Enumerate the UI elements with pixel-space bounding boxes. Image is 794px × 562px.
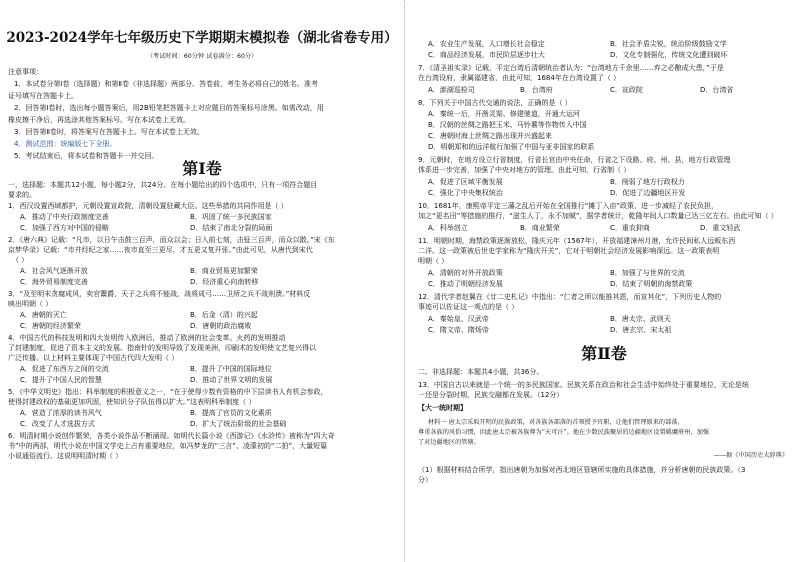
q4-option-d[interactable]: D．推动了世界文明的发展 bbox=[190, 376, 273, 384]
q9-option-d[interactable]: D．促进了边疆地区开发 bbox=[610, 189, 686, 197]
q9-option-a[interactable]: A．促进了区域平衡发展 bbox=[428, 178, 503, 186]
question-2-stem: （ ） bbox=[12, 256, 29, 264]
q6-option-b[interactable]: B．社会矛盾尖锐，统治阶级鼓励文学 bbox=[610, 40, 727, 48]
q4-option-b[interactable]: B．提升了中国的国际地位 bbox=[190, 365, 272, 373]
instruction-line: 一、选择题：本题共12小题，每小题2分，共24分。在每小题给出的四个选项中，只有一项符合题目 bbox=[8, 181, 318, 189]
q3-option-a[interactable]: A．唐朝的灭亡 bbox=[20, 311, 67, 319]
q7-option-c[interactable]: C．宣政院 bbox=[610, 86, 643, 94]
question-7-stem: 在台湾设府，隶属福建省，由此可知，1684年在台湾设置了（ ） bbox=[418, 74, 621, 82]
q3-option-d[interactable]: D．唐朝的政治腐败 bbox=[190, 322, 252, 330]
q5-option-d[interactable]: D．扩大了统治阶级的社会基础 bbox=[190, 420, 287, 428]
q10-option-c[interactable]: C．重农抑商 bbox=[610, 224, 650, 232]
question-6-stem: 书”中的两部，明代小说在中国文学史上占有重要地位，如冯梦龙的“三言”、凌濛初的“二拍”，大量短篇 bbox=[8, 442, 328, 450]
question-6-stem: 6．明清时期小说创作繁荣，各类小说作品不断涌现。如明代长篇小说《西游记》《水浒传》被称为“四大奇 bbox=[8, 432, 335, 440]
question-10-stem: 10．1681年，康熙帝平定三藩之乱后开始在全国推行“摊丁入亩”政策，进一步减轻了农民负担， bbox=[418, 202, 718, 210]
q12-option-b[interactable]: B．唐太宗、武则天 bbox=[610, 315, 671, 323]
note-scope: 4．测试范围：统编版七下全册。 bbox=[14, 140, 117, 148]
question-8-stem: 8．下列关于中国古代交通的说法，正确的是（ ） bbox=[418, 99, 572, 107]
right-column bbox=[414, 0, 794, 562]
q8-option-a[interactable]: A．秦统一后，开凿灵渠、修建驰道，开通大运河 bbox=[428, 110, 580, 118]
question-11-stem: 明朝（ ） bbox=[418, 257, 449, 265]
material-1-text: 了对边疆地区的管辖。 bbox=[418, 439, 480, 446]
q6-option-d[interactable]: D．文化专制强化，传统文化遭到破坏 bbox=[610, 51, 728, 59]
q3-option-b[interactable]: B．后金（清）的兴起 bbox=[190, 311, 258, 319]
q4-option-c[interactable]: C．提升了中国人民的智慧 bbox=[20, 376, 102, 384]
q5-option-b[interactable]: B．提高了官员的文化素质 bbox=[190, 409, 272, 417]
question-5-stem: 5．《中华文明史》指出：科举制度的积极意义之一，“在于使得少数有资格的中下层读书人有机会参政， bbox=[8, 388, 328, 396]
q4-option-a[interactable]: A．促进了东西方之间的交流 bbox=[20, 365, 109, 373]
notes-heading: 注意事项： bbox=[8, 68, 43, 76]
q11-option-d[interactable]: D．结束了明朝的海禁政策 bbox=[610, 280, 693, 288]
q5-option-c[interactable]: C．改变了人才选拔方式 bbox=[20, 420, 95, 428]
q11-option-b[interactable]: B．加强了与世界的交流 bbox=[610, 269, 685, 277]
q10-option-b[interactable]: B．商业繁荣 bbox=[520, 224, 560, 232]
question-13-stem: 一还是分裂时期，民族交融都在发展。（12分） bbox=[418, 391, 564, 399]
q8-option-c[interactable]: C．唐朝时海上丝绸之路出现并兴盛起来 bbox=[428, 132, 552, 140]
question-13-1: 分） bbox=[418, 476, 432, 484]
question-12-stem: 事迹可以佐证这一观点的是（ ） bbox=[418, 303, 519, 311]
q10-option-a[interactable]: A．科举创立 bbox=[428, 224, 468, 232]
q12-option-c[interactable]: C．隋文帝、隋炀帝 bbox=[428, 326, 489, 334]
question-7-stem: 7．《清圣祖实录》记载，平定台湾后清朝统治者认为：“台湾地方千余里……弃之必酿成大患，”于是 bbox=[418, 64, 724, 72]
q9-option-b[interactable]: B．削弱了地方行政权力 bbox=[610, 178, 685, 186]
q3-option-c[interactable]: C．唐朝的经济繁荣 bbox=[20, 322, 81, 330]
material-1-text: 尊重各族的风俗习惯，因此唐太宗被各族尊为“天可汗”。他在少数民族聚居的边疆地区设置羁縻府州，加强 bbox=[418, 429, 709, 436]
question-4-stem: 4．中国古代的科技发明和四大发明传入欧洲后，推动了欧洲的社会变革。火药的发明推动 bbox=[8, 334, 286, 342]
question-11-stem: 二洋。这一政策被后世史学家称为“隆庆开关”，它对于明朝社会经济发展影响深远。这一政策表明 bbox=[418, 247, 720, 255]
q12-option-a[interactable]: A．秦始皇、汉武帝 bbox=[428, 315, 489, 323]
q8-option-b[interactable]: B．汉朝的丝绸之路把玉米、马铃薯等作物传入中国 bbox=[428, 121, 587, 129]
question-6-stem: 小说通俗流行。这说明明清时期（ ） bbox=[8, 452, 123, 460]
q11-option-c[interactable]: C．推动了明朝经济发展 bbox=[428, 280, 503, 288]
question-1-stem: 1．西汉设置西域都护，元朝设置宣政院，清朝设置驻藏大臣。这些举措的共同作用是（ ） bbox=[8, 202, 288, 210]
section-1-title: 第Ⅰ卷 bbox=[182, 159, 222, 178]
section-2-title: 第Ⅱ卷 bbox=[581, 344, 627, 363]
q6-option-c[interactable]: C．商品经济发展，市民阶层逐步壮大 bbox=[428, 51, 545, 59]
note-line: 1．本试卷分第Ⅰ卷（选择题）和第Ⅱ卷（非选择题）两部分。答卷前，考生务必将自己的姓名、准考 bbox=[14, 80, 318, 88]
q7-option-a[interactable]: A．澎湖巡检司 bbox=[428, 86, 475, 94]
question-12-stem: 12．清代学者赵翼在《廿二史札记》中指出：“仁者之所以能推其恩，而宣其化”，下列历史人物的 bbox=[418, 293, 722, 301]
q8-option-d[interactable]: D．明朝郑和的远洋航行加强了中国与亚非国家的联系 bbox=[428, 143, 595, 151]
q2-option-d[interactable]: D．经济重心向南转移 bbox=[190, 278, 259, 286]
q7-option-d[interactable]: D．台湾省 bbox=[700, 86, 734, 94]
q1-option-d[interactable]: D．结束了南北分裂的局面 bbox=[190, 224, 273, 232]
question-5-stem: 使得封建政权的基础更加巩固，使知识分子队伍得以扩大。”这表明科举制度（ ） bbox=[8, 398, 256, 406]
question-2-stem: 2．《唐六典》记载：“凡市，以日午击鼓三百声，而众以会；日入前七刻，击钲三百声，而众以散。”宋《东 bbox=[8, 236, 335, 244]
question-4-stem: 了封建制度，促进了资本主义的发展。指南针的发明导致了发现美洲，印刷术的发明使文艺复兴得以 bbox=[8, 344, 316, 352]
q9-option-c[interactable]: C．强化了中央集权统治 bbox=[428, 189, 503, 197]
question-9-stem: 体系进一步完善，加强了中央对地方的管理。由此可知，行省制（ ） bbox=[418, 166, 631, 174]
question-3-stem: 3．“及至明末贪腐成风，卖官鬻爵，天子之兵将不能战，战将成弓……卫所之兵不战则溃。”材料反 bbox=[8, 290, 311, 298]
question-13-1: （1）根据材料结合所学，指出唐朝为加强对西北地区管辖所实施的具体措施，并分析唐朝的民族政策。（3 bbox=[418, 466, 746, 474]
q1-option-a[interactable]: A．推动了中央行政制度完善 bbox=[20, 213, 109, 221]
q11-option-a[interactable]: A．清朝的对外开放政策 bbox=[428, 269, 503, 277]
q7-option-b[interactable]: B．台湾府 bbox=[520, 86, 553, 94]
q10-option-d[interactable]: D．重文轻武 bbox=[700, 224, 741, 232]
question-2-stem: 京梦华录》记载：“市井经纪之家……夜市直至三更尽，才五更又复开张。”由此可见，从唐代到宋代 bbox=[8, 246, 313, 254]
q6-option-a[interactable]: A．农业生产发展，人口增长社会稳定 bbox=[428, 40, 545, 48]
q12-option-d[interactable]: D．唐玄宗、宋太祖 bbox=[610, 326, 672, 334]
part-2-instruction: 二、非选择题：本题共4小题，共36分。 bbox=[418, 368, 544, 376]
question-4-stem: 广泛传播。以上材料主要体现了中国古代四大发明（ ） bbox=[8, 354, 179, 362]
question-13-stem: 13．中国自古以来就是一个统一的多民族国家。民族关系在政治和社会生活中始终处于重要地位，无论是统 bbox=[418, 381, 749, 389]
q5-option-a[interactable]: A．营造了浓厚的读书风气 bbox=[20, 409, 102, 417]
note-line: 3．回答第Ⅱ卷时，将答案写在答题卡上。写在本试卷上无效。 bbox=[14, 128, 204, 136]
question-3-stem: 映出明朝（ ） bbox=[8, 300, 53, 308]
q1-option-c[interactable]: C．加强了西方对中国的侵略 bbox=[20, 224, 109, 232]
q1-option-b[interactable]: B．巩固了统一多民族国家 bbox=[190, 213, 272, 221]
question-9-stem: 9．元朝时，在地方设立行省制度，行省长官由中央任命，行省之下设路、府、州、县，地方行政管理 bbox=[418, 156, 731, 164]
note-line: 5．考试结束后，将本试卷和答题卡一并交回。 bbox=[14, 152, 159, 160]
exam-title: 2023-2024学年七年级历史下学期期末模拟卷（湖北省卷专用） bbox=[6, 30, 398, 46]
question-11-stem: 11．明朝时期，海禁政策逐渐放松，隆庆元年（1567年），开放福建漳州月港，允许民间私人远贩东西 bbox=[418, 237, 736, 245]
q2-option-c[interactable]: C．海外贸易制度完善 bbox=[20, 278, 88, 286]
note-line: 2．回答第Ⅰ卷时，选出每小题答案后，用2B铅笔把答题卡上对应题目的答案标号涂黑。如需改动，用 bbox=[14, 104, 324, 112]
material-1-text: 材料一 唐太宗采取开明的民族政策，对各族各部落的首领授予官职，让他们管理原来的部落， bbox=[428, 419, 684, 426]
material-heading: 【大一统时期】 bbox=[418, 404, 467, 412]
q2-option-a[interactable]: A．社会风气逐渐开放 bbox=[20, 267, 88, 275]
note-line: 橡皮擦干净后，再选涂其他答案标号。写在本试卷上无效。 bbox=[8, 116, 190, 124]
q2-option-b[interactable]: B．商业贸易更加繁荣 bbox=[190, 267, 258, 275]
note-line: 证号填写在答题卡上。 bbox=[8, 92, 78, 100]
exam-meta: （考试时间：60分钟 试卷满分：60分） bbox=[146, 53, 258, 60]
instruction-line: 要求的。 bbox=[8, 191, 36, 199]
material-1-source: ——据《中国历史大辞典》 bbox=[713, 452, 788, 459]
question-10-stem: 加之“更名田”等措施的推行，“滋生人丁，永不加赋”，据学者统计，乾隆年间人口数量已达三亿左右。由此可知（ ） bbox=[418, 212, 778, 220]
